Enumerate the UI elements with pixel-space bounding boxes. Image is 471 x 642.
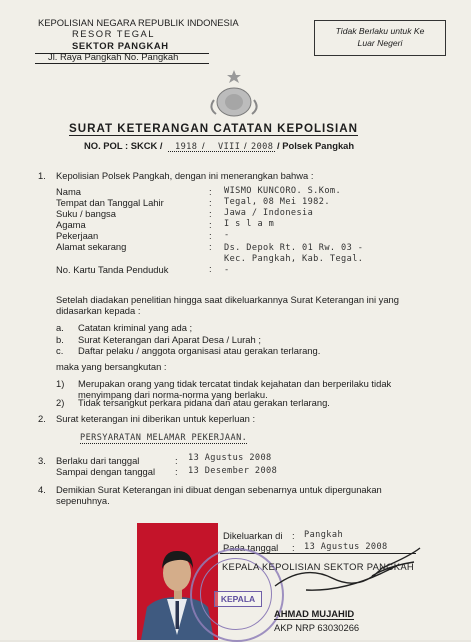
result-intro: maka yang bersangkutan : (56, 361, 167, 372)
issued-place-colon: : (292, 530, 295, 541)
item-4-number: 4. (38, 484, 46, 495)
issued-date-label: Pada tanggal (223, 542, 279, 553)
paragraph-line-1: Setelah diadakan penelitian hingga saat dikeluarkannya Surat Keterangan ini yang (56, 294, 399, 305)
basis-b-text: Surat Keterangan dari Aparat Desa / Lurah ; (78, 334, 261, 345)
number-prefix: NO. POL : SKCK / (84, 140, 163, 151)
signing-office: KEPALA KEPOLISIAN SEKTOR PANGKAH (222, 561, 414, 572)
number-suffix: / Polsek Pangkah (277, 140, 355, 151)
field-label-name: Nama (56, 186, 82, 197)
number-part-2: VIII (218, 142, 241, 152)
number-dotted-line (168, 151, 275, 152)
header-underline (35, 63, 209, 64)
valid-to-label: Sampai dengan tanggal (56, 466, 156, 477)
number-part-1: 1918 (175, 142, 198, 152)
police-emblem-icon (206, 68, 262, 118)
validity-note-box (314, 20, 446, 56)
field-value-name: WISMO KUNCORO. S.Kom. (224, 186, 342, 196)
field-value-address-1: Ds. Depok Rt. 01 Rw. 03 - (224, 243, 364, 253)
result-2-line-1: Tidak tersangkut perkara pidana dan atau gerakan terlarang. (78, 397, 330, 408)
basis-b-letter: b. (56, 334, 64, 345)
number-sep-2: / (244, 140, 247, 151)
item-4-line-2: sepenuhnya. (56, 495, 110, 506)
result-2-number: 2) (56, 397, 65, 408)
issued-place-label: Dikeluarkan di (223, 530, 283, 541)
basis-c-text: Daftar pelaku / anggota organisasi atau gerakan terlarang. (78, 345, 321, 356)
valid-to-colon: : (175, 466, 178, 477)
field-value-birth: Tegal, 08 Mei 1982. (224, 197, 330, 207)
valid-to-value: 13 Desember 2008 (188, 466, 278, 476)
item-4-line-1: Demikian Surat Keterangan ini dibuat dengan sebenarnya untuk dipergunakan (56, 484, 382, 495)
field-colons: : : : : : : : (209, 186, 212, 274)
basis-a-text: Catatan kriminal yang ada ; (78, 322, 193, 333)
purpose-value: PERSYARATAN MELAMAR PEKERJAAN. (80, 433, 248, 443)
header-address: Jl. Raya Pangkah No. Pangkah (48, 51, 179, 62)
signatory-rank: AKP NRP 63030266 (274, 622, 360, 633)
result-1-line-2: menyimpang dari norma-norma yang berlaku. (78, 389, 268, 400)
item-1-text: Kepolisian Polsek Pangkah, dengan ini menerangkan bahwa : (56, 170, 314, 181)
basis-c-letter: c. (56, 345, 64, 356)
signatory-name: AHMAD MUJAHID (274, 608, 355, 619)
field-value-ethnicity: Jawa / Indonesia (224, 208, 314, 218)
field-value-religion: I s l a m (224, 219, 275, 229)
valid-from-value: 13 Agustus 2008 (188, 453, 272, 463)
validity-note-line-2: Luar Negeri (357, 38, 403, 48)
signature-icon (270, 542, 428, 600)
validity-note-line-1: Tidak Berlaku untuk Ke (335, 26, 425, 36)
valid-from-colon: : (175, 455, 178, 466)
issued-date-value: 13 Agustus 2008 (304, 542, 388, 552)
result-1-number: 1) (56, 378, 65, 389)
field-value-address-2: Kec. Pangkah, Kab. Tegal. (224, 254, 364, 264)
field-label-birth: Tempat dan Tanggal Lahir (56, 197, 164, 208)
field-value-occupation: - (224, 230, 230, 240)
field-label-religion: Agama (56, 219, 86, 230)
field-label-id-card: No. Kartu Tanda Penduduk (56, 264, 169, 275)
item-3-number: 3. (38, 455, 46, 466)
item-2-number: 2. (38, 413, 46, 424)
header-line-2: RESOR TEGAL (72, 28, 156, 39)
field-label-address: Alamat sekarang (56, 241, 127, 252)
paragraph-line-2: didasarkan kepada : (56, 305, 141, 316)
header-line-3: SEKTOR PANGKAH (72, 40, 169, 51)
item-1-number: 1. (38, 170, 46, 181)
header-line-1: KEPOLISIAN NEGARA REPUBLIK INDONESIA (38, 17, 239, 28)
number-part-3: 2008 (251, 142, 274, 152)
field-label-occupation: Pekerjaan (56, 230, 99, 241)
item-2-text: Surat keterangan ini diberikan untuk keperluan : (56, 413, 256, 424)
stamp-label: KEPALA (214, 591, 262, 607)
field-label-ethnicity: Suku / bangsa (56, 208, 116, 219)
issued-date-colon: : (292, 542, 295, 553)
basis-a-letter: a. (56, 322, 64, 333)
field-value-id-card: - (224, 265, 230, 275)
valid-from-label: Berlaku dari tanggal (56, 455, 140, 466)
result-1-line-1: Merupakan orang yang tidak tercatat tindak kejahatan dan berperilaku tidak (78, 378, 392, 389)
document-title: SURAT KETERANGAN CATATAN KEPOLISIAN (69, 122, 358, 135)
issued-place-value: Pangkah (304, 530, 344, 540)
number-sep-1: / (202, 140, 205, 151)
